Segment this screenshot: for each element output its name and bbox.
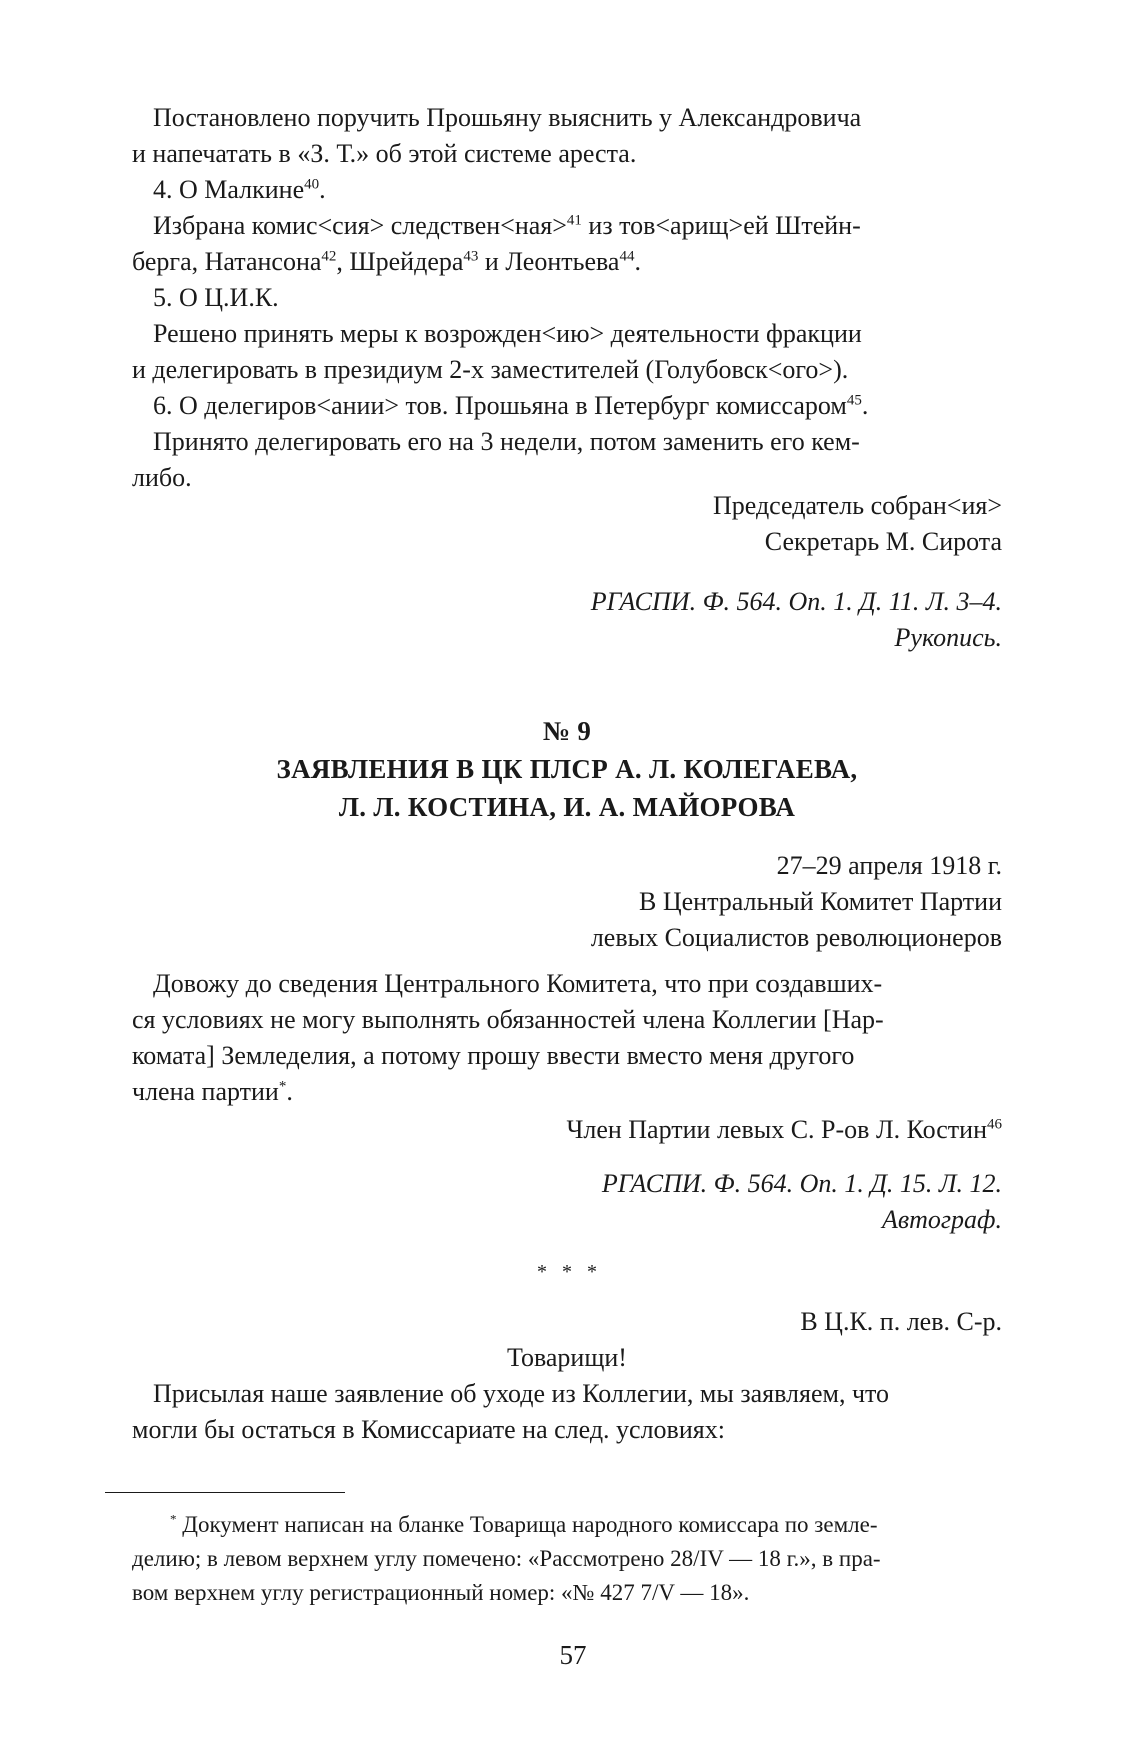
footnote-ref: 41 [566, 212, 582, 229]
archive-citation: РГАСПИ. Ф. 564. Оп. 1. Д. 11. Л. 3–4. [590, 587, 1002, 616]
document-heading [132, 712, 1002, 826]
footnote-ref: 43 [463, 248, 479, 265]
paragraph-continuation: и напечатать в «З. Т.» об этой системе ареста. [132, 139, 637, 168]
agenda-item-6: 6. О делегиров<ании> тов. Прошьяна в Петербург комиссаром$^{45}$. [153, 391, 869, 420]
paragraph-continuation: могли бы остаться в Комиссариате на след. условиях: [132, 1415, 725, 1444]
addressee-line-2: левых Социалистов революционеров [590, 923, 1002, 952]
signature-block [132, 488, 1002, 560]
document-date: 27–29 апреля 1918 г. [776, 851, 1002, 880]
footnote-line: * Документ написан на бланке Товарища народного комиссара по земле- [170, 1511, 878, 1537]
paragraph: Принято делегировать его на 3 недели, потом заменить его кем- [153, 427, 860, 456]
archive-reference [132, 1166, 1002, 1238]
paragraph-continuation: либо. [132, 463, 192, 492]
asterism: * * * [537, 1261, 597, 1283]
paragraph-continuation: комата] Земледелия, а потому прошу ввести вместо меня другого [132, 1041, 855, 1070]
addressee-line-1: В Центральный Комитет Партии [639, 887, 1002, 916]
paragraph-continuation: берга, Натансона$^{42}$, Шрейдера$^{43}$ и Леонтьева$^{44}$. [132, 247, 641, 276]
agenda-item-5: 5. О Ц.И.К. [153, 283, 279, 312]
archive-type: Рукопись. [894, 623, 1002, 652]
document-title-line-1: ЗАЯВЛЕНИЯ В ЦК ПЛСР А. Л. КОЛЕГАЕВА, [276, 754, 858, 784]
statement-signature [132, 1112, 1002, 1148]
footnote-ref: 40 [304, 176, 320, 193]
footnote-marker: * [170, 1511, 177, 1527]
paragraph-continuation: члена партии*. [132, 1077, 293, 1106]
footnote-ref: 44 [619, 248, 635, 265]
paragraph: Постановлено поручить Прошьяну выяснить у Александровича [153, 103, 862, 132]
document-date-address [132, 848, 1002, 956]
signature-chairman: Председатель собран<ия> [712, 491, 1002, 520]
paragraph: Избрана комис<сия> следствен<ная>$^{41}$ из тов<арищ>ей Штейн- [153, 211, 861, 240]
previous-document-text [132, 100, 1002, 496]
paragraph: Присылая наше заявление об уходе из Коллегии, мы заявляем, что [153, 1379, 890, 1408]
agenda-item-4: 4. О Малкине$^{40}$. [153, 175, 326, 204]
paragraph-continuation: ся условиях не могу выполнять обязанностей члена Коллегии [Нар- [132, 1005, 884, 1034]
footnote-rule [105, 1492, 345, 1493]
archive-citation: РГАСПИ. Ф. 564. Оп. 1. Д. 15. Л. 12. [601, 1169, 1002, 1198]
greeting: Товарищи! [507, 1343, 627, 1372]
signer-line: Член Партии левых С. Р-ов Л. Костин$^{46}$ [566, 1115, 1002, 1144]
archive-type: Автограф. [881, 1205, 1002, 1234]
document-number: № 9 [542, 716, 592, 746]
archive-reference [132, 584, 1002, 656]
signature-secretary: Секретарь М. Сирота [764, 527, 1002, 556]
paragraph-continuation: и делегировать в президиум 2-х заместителей (Голубовск<ого>). [132, 355, 849, 384]
addressee: В Ц.К. п. лев. С-р. [800, 1307, 1002, 1336]
statement-body [132, 966, 1002, 1110]
second-statement [132, 1304, 1002, 1448]
footnote [132, 1508, 1002, 1610]
footnote-ref: 45 [846, 392, 862, 409]
footnote-line: делию; в левом верхнем углу помечено: «Рассмотрено 28/IV — 18 г.», в пра- [132, 1546, 881, 1571]
paragraph: Решено принять меры к возрожден<ию> деятельности фракции [153, 319, 862, 348]
footnote-marker: * [278, 1078, 287, 1095]
document-title-line-2: Л. Л. КОСТИНА, И. А. МАЙОРОВА [338, 792, 796, 822]
paragraph: Довожу до сведения Центрального Комитета, что при создавших- [153, 969, 883, 998]
section-separator [132, 1254, 1002, 1290]
page-number: 57 [559, 1640, 587, 1670]
footnote-line: вом верхнем углу регистрационный номер: «№ 427 7/V — 18». [132, 1580, 750, 1605]
footnote-ref: 42 [321, 248, 337, 265]
footnote-ref: 46 [987, 1116, 1002, 1133]
